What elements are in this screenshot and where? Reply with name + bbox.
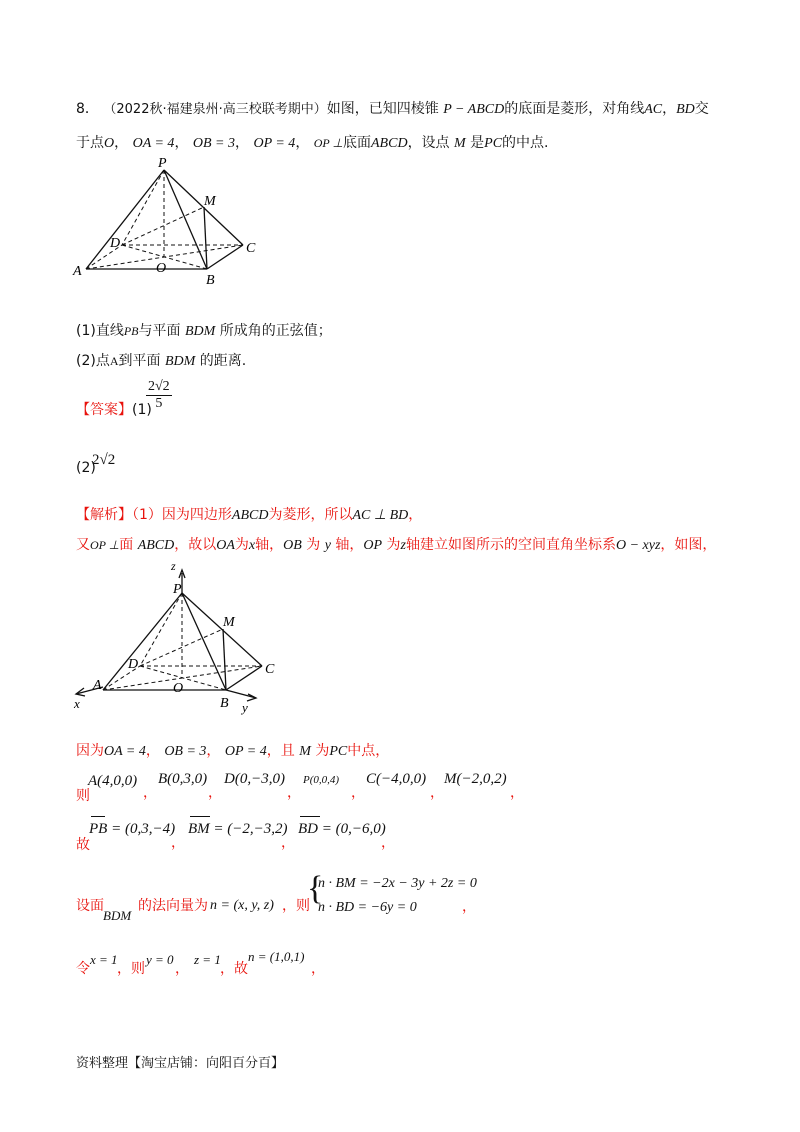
z-equals-1: z = 1 bbox=[194, 952, 221, 967]
text: 所成角的正弦值； bbox=[219, 323, 332, 339]
label-p: P bbox=[158, 156, 167, 171]
label-c: C bbox=[246, 241, 256, 256]
answer-label bbox=[76, 399, 152, 419]
label-x: x bbox=[74, 696, 80, 711]
comma: ， bbox=[311, 961, 325, 977]
answer-2-value: 2√2 bbox=[92, 452, 116, 468]
math-bd: BD bbox=[676, 102, 695, 117]
label-o: O bbox=[156, 261, 167, 276]
answer-1-fraction bbox=[146, 379, 172, 412]
seg-dm bbox=[140, 629, 223, 666]
label-b: B bbox=[206, 273, 215, 288]
math-op: OP bbox=[363, 538, 383, 553]
text: ，且 bbox=[266, 743, 295, 759]
question-2 bbox=[76, 350, 246, 370]
solution-line-1 bbox=[76, 504, 422, 524]
y-equals-0: y = 0 bbox=[146, 952, 174, 967]
comma: ， bbox=[287, 785, 301, 801]
vector-pb: PB = (0,3,−4) bbox=[89, 821, 176, 837]
seg-dm bbox=[122, 207, 204, 245]
math-op: OP = 4 bbox=[253, 136, 296, 151]
axis-y-arrow bbox=[247, 694, 256, 701]
text: 又 bbox=[76, 537, 90, 553]
label-a: A bbox=[93, 678, 102, 693]
math-ob: OB = 3 bbox=[192, 136, 235, 151]
text: 与平面 bbox=[138, 323, 181, 339]
text: ， bbox=[145, 743, 160, 759]
problem-source: （2022秋·福建泉州·高三校联考期中） bbox=[103, 102, 327, 117]
edge-pc bbox=[182, 593, 262, 666]
text: ， bbox=[408, 507, 423, 523]
math-oa: OA = 4 bbox=[132, 136, 175, 151]
math-ac: AC bbox=[644, 102, 663, 117]
solution-line-2 bbox=[76, 534, 716, 554]
math-op-perp: OP ⊥ bbox=[313, 136, 343, 150]
edge-bc bbox=[207, 245, 243, 269]
comma: ， bbox=[430, 785, 444, 801]
vector-bar bbox=[190, 816, 210, 817]
text: 轴， bbox=[335, 537, 364, 553]
point-p: P(0,0,4) bbox=[303, 774, 340, 786]
text: 为菱形，所以 bbox=[268, 507, 353, 523]
answer-part-2: (2) bbox=[76, 460, 96, 476]
solution-line-7 bbox=[76, 958, 90, 978]
text: 因为 bbox=[76, 743, 104, 759]
solution-tag: 【解析】 bbox=[76, 507, 132, 523]
text: （1）因为四边形 bbox=[132, 507, 232, 523]
edge-bc bbox=[226, 666, 262, 690]
text: (2)点 bbox=[76, 353, 110, 369]
text: 是 bbox=[470, 135, 485, 151]
plane-bdm: BDM bbox=[103, 908, 132, 923]
text: ， bbox=[206, 743, 221, 759]
normal-vector: n = (x, y, z) bbox=[210, 898, 274, 913]
comma: ， bbox=[171, 835, 185, 851]
text: 为 bbox=[386, 537, 401, 553]
math-ob: OB bbox=[283, 538, 302, 553]
point-m: M(−2,0,2) bbox=[444, 771, 507, 787]
vector-bm: BM = (−2,−3,2) bbox=[188, 821, 288, 837]
problem-number: 8． bbox=[76, 101, 99, 117]
equation-2: n · BD = −6y = 0 bbox=[318, 900, 417, 915]
point-d: D(0,−3,0) bbox=[224, 771, 285, 787]
label-c: C bbox=[265, 662, 275, 677]
solution-line-4 bbox=[88, 771, 137, 790]
math-coordinate-system: O − xyz bbox=[615, 538, 661, 553]
math-pb: PB bbox=[123, 324, 139, 338]
vector-arrows bbox=[89, 816, 389, 822]
text: 的中点. bbox=[502, 135, 549, 151]
problem-line-2 bbox=[76, 132, 548, 152]
axis-y bbox=[226, 690, 256, 698]
equation-1: n · BM = −2x − 3y + 2z = 0 bbox=[318, 876, 477, 891]
solution-line-3 bbox=[76, 740, 389, 760]
vector-bar bbox=[91, 816, 105, 817]
x-equals-1: x = 1 bbox=[90, 952, 118, 967]
answer-tag: 【答案】 bbox=[76, 402, 132, 418]
point-c: C(−4,0,0) bbox=[366, 771, 427, 787]
text: 为 bbox=[306, 537, 321, 553]
answer-part-1: (1) bbox=[132, 402, 152, 418]
comma: ， bbox=[143, 785, 157, 801]
vector-bar bbox=[300, 816, 320, 817]
point-a: A(4,0,0) bbox=[88, 773, 138, 789]
label-p: P bbox=[173, 582, 182, 597]
text: 面 bbox=[119, 537, 134, 553]
label-m: M bbox=[223, 615, 235, 630]
pyramid-figure-2 bbox=[68, 555, 278, 720]
math-bdm: BDM bbox=[164, 354, 196, 369]
label-m: M bbox=[204, 194, 216, 209]
text: 的底面是菱形，对角线 bbox=[504, 101, 645, 117]
math-o: O bbox=[104, 136, 115, 151]
label-y: y bbox=[242, 700, 248, 715]
text: 轴建立如图所示的空间直角坐标系 bbox=[405, 537, 616, 553]
edge-pd bbox=[140, 593, 182, 666]
solution-line-7c: ， bbox=[175, 961, 189, 977]
label-z: z bbox=[171, 559, 176, 573]
math-y: y bbox=[324, 538, 331, 553]
label-d: D bbox=[110, 236, 121, 251]
text: ， bbox=[662, 101, 677, 117]
math-pyramid: P − ABCD bbox=[443, 102, 505, 117]
solution-line-5-label: 故 bbox=[76, 837, 90, 853]
math-a: A bbox=[109, 354, 119, 368]
comma: ， bbox=[351, 785, 365, 801]
math-m: M bbox=[299, 744, 311, 759]
text: 底面 bbox=[343, 135, 371, 151]
text: 为 bbox=[315, 743, 330, 759]
text: ， bbox=[295, 135, 310, 151]
math-abcd: ABCD bbox=[371, 136, 408, 151]
text: 于点 bbox=[76, 135, 104, 151]
comma: ， bbox=[208, 785, 222, 801]
footer: 资料整理【淘宝店铺：向阳百分百】 bbox=[76, 1056, 285, 1071]
text: ， bbox=[235, 135, 249, 151]
label-d: D bbox=[128, 657, 139, 672]
text: 交 bbox=[694, 101, 709, 117]
math-x: x bbox=[248, 538, 256, 553]
solution-line-4-label: 则 bbox=[76, 788, 90, 804]
solution-line-6c: ，则 bbox=[282, 898, 310, 914]
math-m: M bbox=[454, 136, 466, 151]
point-b: B(0,3,0) bbox=[158, 771, 208, 787]
text: 设面 bbox=[76, 898, 104, 914]
edge-pa bbox=[86, 170, 164, 269]
math-abcd: ABCD bbox=[137, 538, 175, 553]
problem-line-1 bbox=[76, 98, 709, 118]
text: 为 bbox=[234, 537, 249, 553]
text: ，设点 bbox=[407, 135, 450, 151]
edge-mb bbox=[204, 207, 207, 269]
math-z: z bbox=[400, 538, 406, 553]
math-abcd: ABCD bbox=[231, 508, 269, 523]
text: (1)直线 bbox=[76, 323, 124, 339]
label-o: O bbox=[173, 681, 184, 696]
pyramid-figure-1 bbox=[70, 150, 270, 290]
solution-line-7d: ，故 bbox=[220, 961, 248, 977]
text: 的距离. bbox=[199, 353, 247, 369]
edge-pa bbox=[103, 593, 182, 690]
text: ， bbox=[114, 135, 129, 151]
edge-pd bbox=[122, 170, 164, 245]
comma: ， bbox=[381, 835, 395, 851]
text: 轴， bbox=[255, 537, 284, 553]
question-1 bbox=[76, 320, 332, 340]
math-op: OP = 4 bbox=[224, 744, 267, 759]
solution-line-6 bbox=[76, 895, 104, 915]
math-pc: PC bbox=[329, 744, 348, 759]
normal-vector-result: n = (1,0,1) bbox=[248, 949, 305, 964]
math-bdm: BDM bbox=[184, 324, 216, 339]
vector-bd: BD = (0,−6,0) bbox=[298, 821, 386, 837]
edge-mb bbox=[223, 629, 226, 690]
text: ， bbox=[174, 135, 189, 151]
text: ，如图， bbox=[660, 537, 717, 553]
text: 中点， bbox=[347, 743, 390, 759]
label-b: B bbox=[220, 696, 229, 711]
fraction-denominator: 5 bbox=[155, 396, 163, 411]
math-ac-perp-bd: AC ⊥ BD bbox=[352, 508, 409, 523]
comma: ， bbox=[510, 785, 524, 801]
label-a: A bbox=[73, 264, 82, 279]
math-oa: OA = 4 bbox=[104, 744, 146, 759]
comma: ， bbox=[281, 835, 295, 851]
math-oa: OA bbox=[216, 538, 235, 553]
math-op-perp: OP ⊥ bbox=[90, 538, 120, 552]
comma: ， bbox=[462, 899, 476, 915]
math-ob: OB = 3 bbox=[164, 744, 207, 759]
solution-line-7b: ，则 bbox=[117, 961, 145, 977]
text: 令 bbox=[76, 961, 90, 977]
system-brace: { bbox=[307, 870, 324, 907]
math-pc: PC bbox=[484, 136, 503, 151]
edge-pb bbox=[182, 593, 226, 690]
text: 如图，已知四棱锥 bbox=[326, 101, 439, 117]
text: ，故以 bbox=[174, 537, 217, 553]
fraction-numerator: 2√2 bbox=[148, 379, 170, 394]
solution-line-6b: 的法向量为 bbox=[138, 898, 208, 914]
text: 到平面 bbox=[118, 353, 161, 369]
